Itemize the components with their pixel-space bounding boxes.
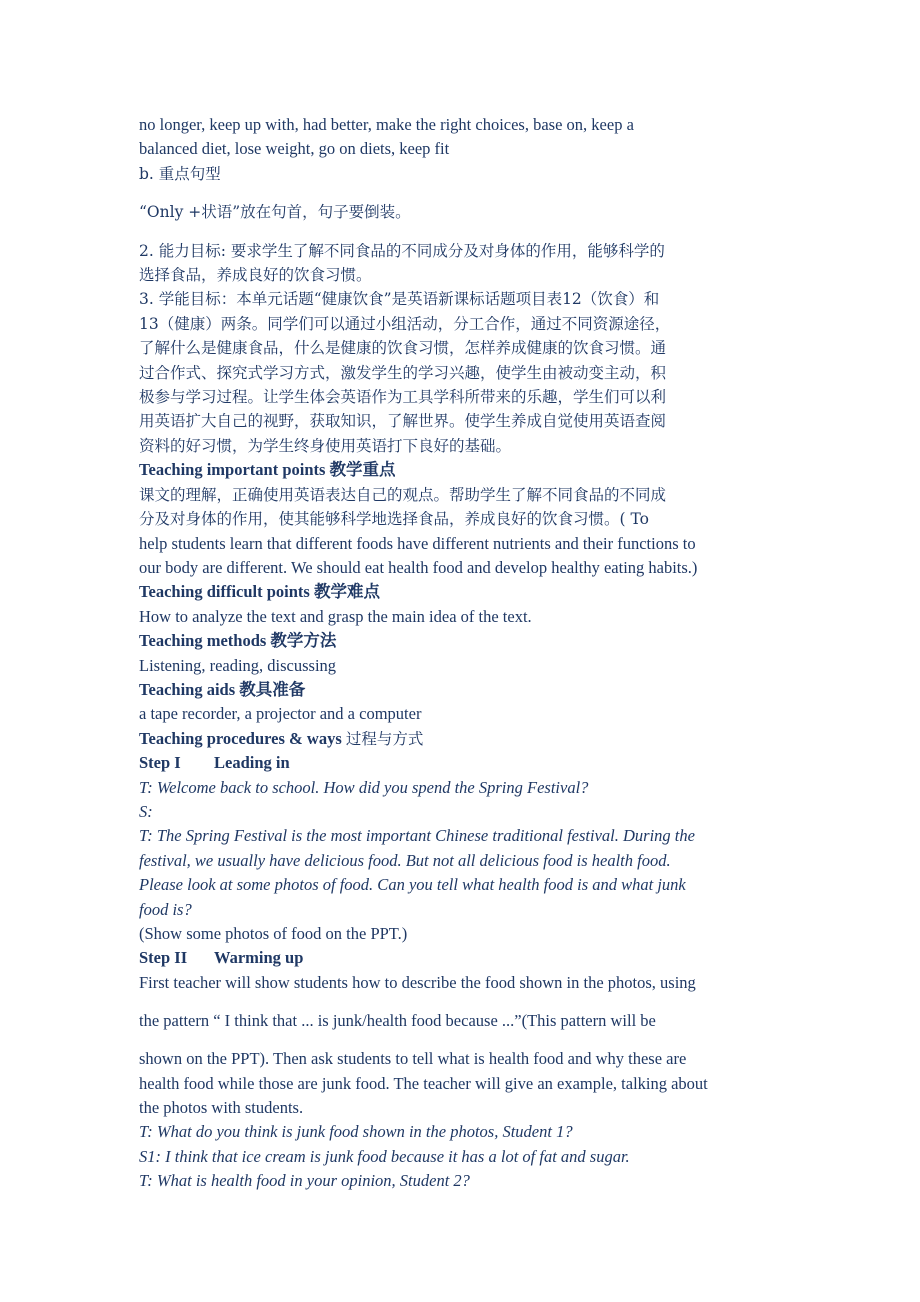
dialog-line-3c: Please look at some photos of food. Can you tell what health food is and what junk [139,875,686,895]
ability-goal-line-2: 选择食品，养成良好的饮食习惯。 [139,266,372,285]
phrases-line-2: balanced diet, lose weight, go on diets, keep fit [139,139,450,159]
dialog-line-2: S: [139,801,153,821]
warming-line-5: the photos with students. [139,1098,304,1118]
warming-line-3: shown on the PPT). Then ask students to tell what is health food and why these are [139,1049,687,1069]
learning-goal-line-4: 过合作式、探究式学习方式，激发学生的学习兴趣，使学生由被动变主动，积 [139,363,667,382]
aids-text: a tape recorder, a projector and a computer [139,704,422,724]
important-points-heading: Teaching important points 教学重点 [139,460,396,480]
dialog-line-3d: food is? [139,899,192,919]
phrases-line-1: no longer, keep up with, had better, make the right choices, base on, keep a [139,115,634,134]
learning-goal-line-1: 3. 学能目标：本单元话题“健康饮食”是英语新课标话题项目表12（饮食）和 [139,290,660,309]
dialog-line-5: S1: I think that ice cream is junk food because it has a lot of fat and sugar. [139,1146,630,1166]
dialog-line-1: T: Welcome back to school. How did you spend the Spring Festival? [139,777,589,797]
dialog-line-3a: T: The Spring Festival is the most important Chinese traditional festival. During the [139,826,695,846]
aids-heading: Teaching aids 教具准备 [139,679,306,699]
step-2-heading [139,946,789,970]
warming-line-4: health food while those are junk food. The teacher will give an example, talking about [139,1073,708,1093]
procedures-heading: Teaching procedures & ways [139,728,342,748]
methods-heading: Teaching methods 教学方法 [139,631,337,651]
warming-line-2: the pattern “ I think that ... is junk/health food because ...”(This pattern will be [139,1011,656,1031]
warming-line-1: First teacher will show students how to describe the food shown in the photos, using [139,972,696,992]
important-points-line-3: help students learn that different foods have different nutrients and their functions to [139,533,696,553]
learning-goal-line-5: 极参与学习过程。让学生体会英语作为工具学科所带来的乐趣，学生们可以利 [139,388,667,407]
dialog-line-6: T: What is health food in your opinion, Student 2? [139,1171,470,1191]
dialog-line-3b: festival, we usually have delicious food. But not all delicious food is health food. [139,850,671,870]
learning-goal-line-6: 用英语扩大自己的视野，获取知识，了解世界。使学生养成自觉使用英语查阅 [139,412,667,431]
show-photos-note: (Show some photos of food on the PPT.) [139,924,408,943]
important-points-line-4: our body are different. We should eat health food and develop healthy eating habits.) [139,557,698,577]
difficult-points-heading: Teaching difficult points 教学难点 [139,582,380,602]
step-2-label: Step II [139,948,188,968]
learning-goal-line-7: 资料的好习惯，为学生终身使用英语打下良好的基础。 [139,436,512,455]
procedures-heading-cn: 过程与方式 [345,729,424,748]
ability-goal-line-1: 2. 能力目标: 要求学生了解不同食品的不同成分及对身体的作用，能够科学的 [139,241,665,260]
step-1-label: Step I [139,753,181,773]
document-page [139,113,789,1194]
step-2-title: Warming up [214,948,304,968]
methods-text: Listening, reading, discussing [139,655,337,675]
difficult-points-text: How to analyze the text and grasp the main idea of the text. [139,606,532,626]
step-1-heading [139,751,789,775]
procedures-heading-line [139,727,789,751]
learning-goal-line-2: 13（健康）两条。同学们可以通过小组活动，分工合作，通过不同资源途径， [139,314,671,333]
step-1-title: Leading in [214,753,290,773]
important-points-line-2: 分及对身体的作用，使其能够科学地选择食品，养成良好的饮食习惯。( To [139,510,649,529]
dialog-line-4: T: What do you think is junk food shown in the photos, Student 1? [139,1122,573,1142]
important-points-line-1: 课文的理解，正确使用英语表达自己的观点。帮助学生了解不同食品的不同成 [139,485,667,504]
only-inversion-rule: “Only +状语”放在句首，句子要倒装。 [139,203,411,222]
key-sentence-heading: b. 重点句型 [139,164,221,183]
learning-goal-line-3: 了解什么是健康食品，什么是健康的饮食习惯，怎样养成健康的饮食习惯。通 [139,339,667,358]
